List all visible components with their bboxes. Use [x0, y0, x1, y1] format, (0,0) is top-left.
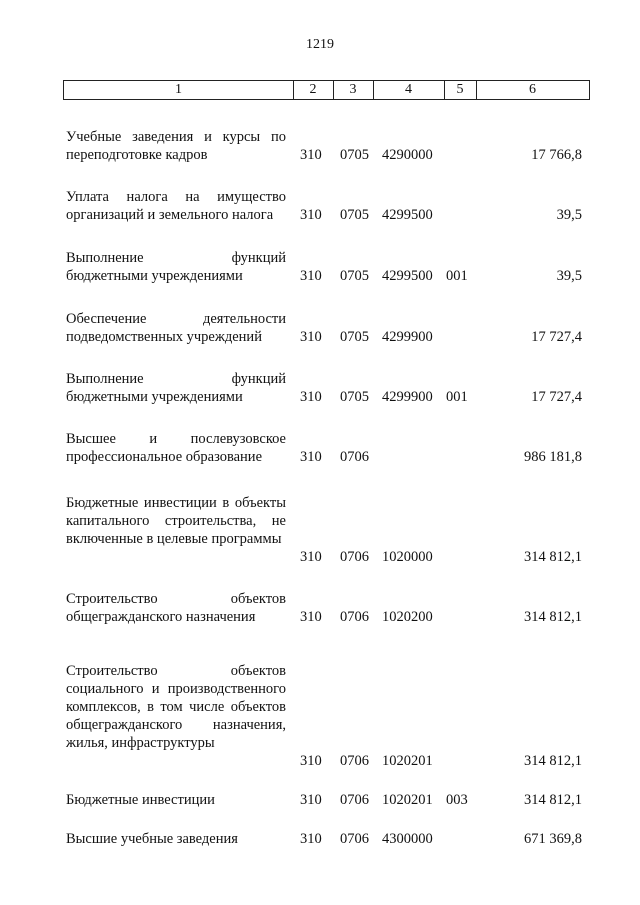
row-col-3: 0706	[340, 609, 369, 625]
row-col-4: 4299500	[382, 268, 433, 284]
row-name: Строительство объектов общегражданского назначения	[66, 591, 286, 625]
row-col-3: 0706	[340, 449, 369, 465]
row-col-3: 0705	[340, 147, 369, 163]
row-col-5: 001	[446, 389, 468, 405]
row-col-6: 314 812,1	[524, 753, 582, 769]
row-name: Учебные заведения и курсы по переподготовке кадров	[66, 129, 286, 163]
row-name: Выполнение функций бюджетными учреждениями	[66, 371, 286, 405]
row-col-3: 0705	[340, 389, 369, 405]
row-col-6: 17 766,8	[531, 147, 582, 163]
row-name: Выполнение функций бюджетными учреждениями	[66, 250, 286, 284]
row-name: Бюджетные инвестиции в объекты капитального строительства, не включенные в целевые программы	[66, 495, 286, 547]
row-col-6: 671 369,8	[524, 831, 582, 847]
row-col-3: 0705	[340, 329, 369, 345]
row-col-3: 0706	[340, 753, 369, 769]
row-col-2: 310	[300, 389, 322, 405]
row-col-4: 4299500	[382, 207, 433, 223]
row-name: Обеспечение деятельности подведомственных учреждений	[66, 311, 286, 345]
row-col-3: 0706	[340, 792, 369, 808]
row-col-2: 310	[300, 549, 322, 565]
header-col-3: 3	[349, 82, 357, 97]
row-col-6: 39,5	[556, 207, 582, 223]
row-col-3: 0705	[340, 207, 369, 223]
row-col-2: 310	[300, 268, 322, 284]
row-col-4: 4290000	[382, 147, 433, 163]
row-col-3: 0706	[340, 831, 369, 847]
row-col-3: 0705	[340, 268, 369, 284]
header-col-5: 5	[456, 82, 464, 97]
header-col-2: 2	[309, 82, 317, 97]
row-col-2: 310	[300, 609, 322, 625]
row-col-6: 314 812,1	[524, 609, 582, 625]
row-col-2: 310	[300, 753, 322, 769]
row-col-4: 4299900	[382, 389, 433, 405]
row-col-4: 4300000	[382, 831, 433, 847]
row-col-4: 1020000	[382, 549, 433, 565]
header-col-4: 4	[405, 82, 412, 97]
row-col-6: 17 727,4	[531, 329, 582, 345]
row-col-5: 001	[446, 268, 468, 284]
row-name: Уплата налога на имущество организаций и земельного налога	[66, 189, 286, 223]
row-col-4: 1020200	[382, 609, 433, 625]
row-col-5: 003	[446, 792, 468, 808]
row-col-2: 310	[300, 792, 322, 808]
row-col-4: 1020201	[382, 792, 433, 808]
table-header	[63, 80, 590, 100]
row-name: Высшие учебные заведения	[66, 831, 238, 847]
row-col-6: 314 812,1	[524, 792, 582, 808]
row-col-6: 39,5	[556, 268, 582, 284]
row-name: Строительство объектов социального и производственного комплексов, в том числе объектов общегражданского назначения, жилья, инфраструктуры	[66, 663, 286, 751]
header-col-1: 1	[175, 82, 182, 97]
row-col-6: 17 727,4	[531, 389, 582, 405]
row-col-4: 1020201	[382, 753, 433, 769]
row-col-2: 310	[300, 449, 322, 465]
header-col-6: 6	[529, 82, 536, 97]
row-col-2: 310	[300, 329, 322, 345]
row-name: Бюджетные инвестиции	[66, 792, 215, 808]
row-col-2: 310	[300, 831, 322, 847]
row-col-3: 0706	[340, 549, 369, 565]
row-col-2: 310	[300, 147, 322, 163]
page-number: 1219	[306, 37, 334, 52]
row-col-6: 314 812,1	[524, 549, 582, 565]
row-col-2: 310	[300, 207, 322, 223]
row-col-4: 4299900	[382, 329, 433, 345]
row-col-6: 986 181,8	[524, 449, 582, 465]
row-name: Высшее и послевузовское профессиональное образование	[66, 431, 286, 465]
